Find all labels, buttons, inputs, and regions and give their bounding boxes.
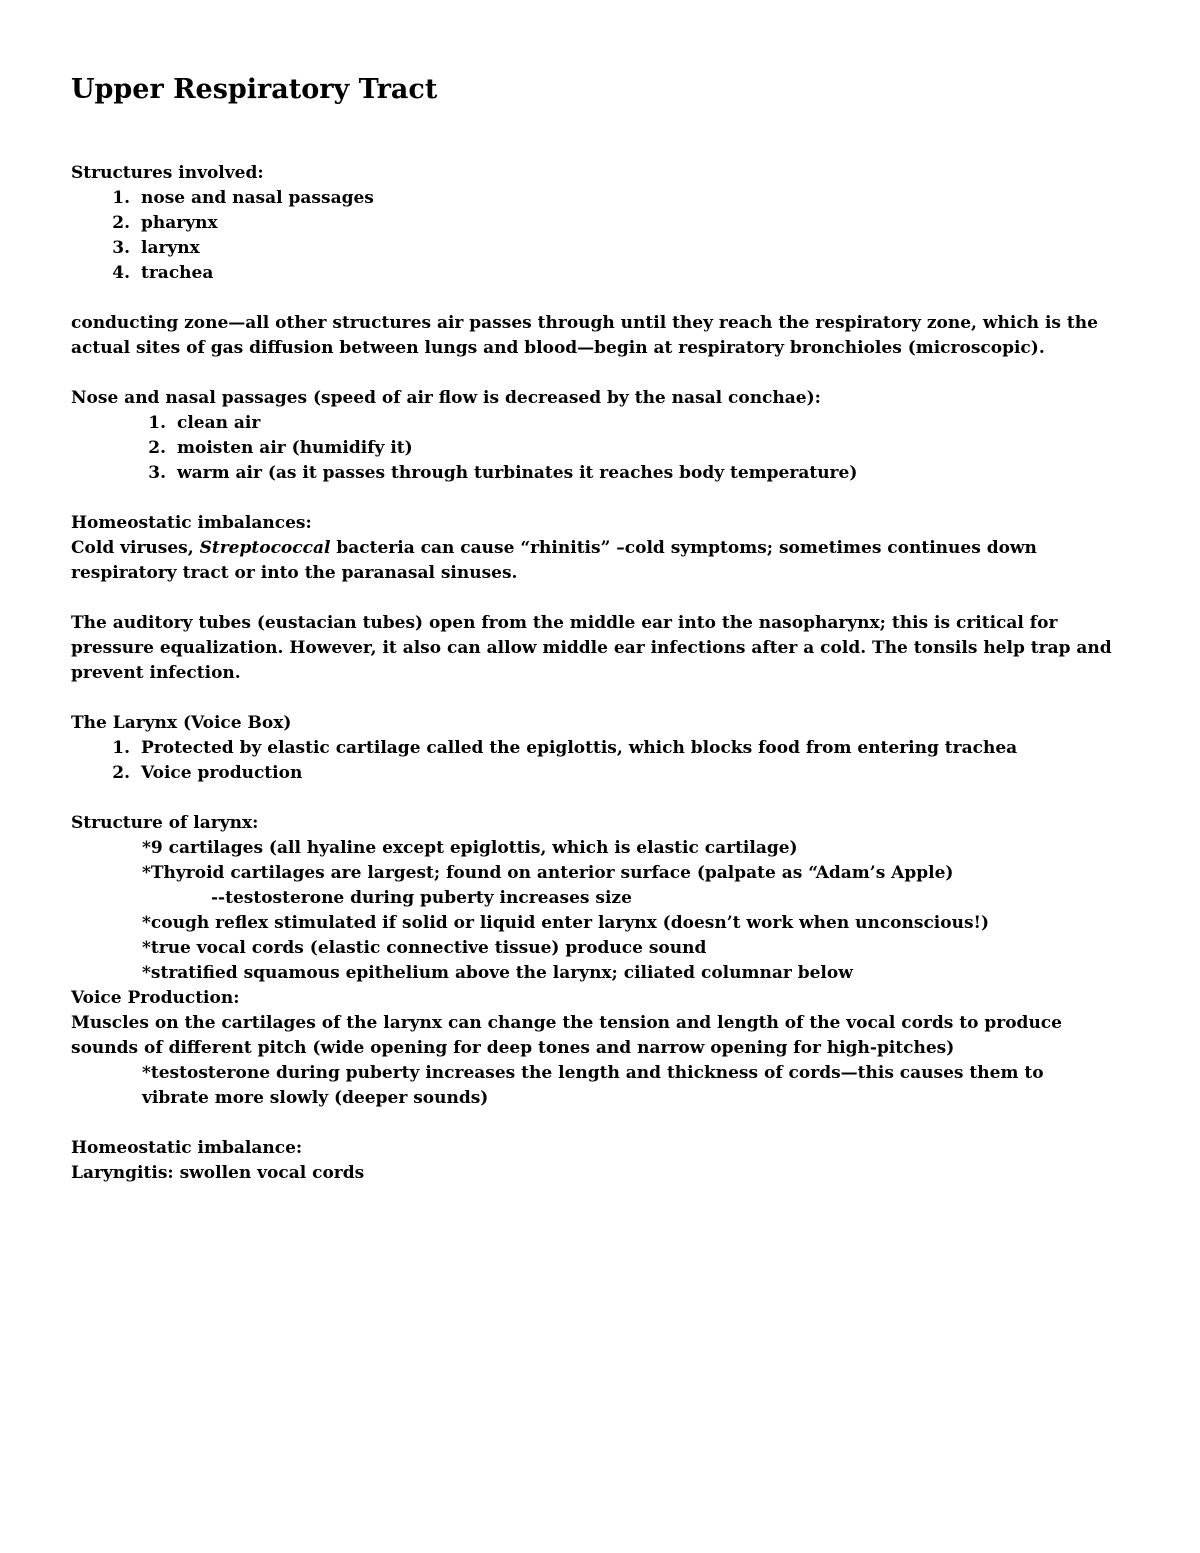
- list-item: 4. trachea: [112, 263, 214, 283]
- bullet-item: *cough reflex stimulated if solid or liquid enter larynx (doesn’t work when unconscious!): [142, 913, 990, 933]
- list-item: 2. Voice production: [112, 763, 303, 783]
- voice-paragraph: Muscles on the cartilages of the larynx can change the tension and length of the vocal cords to produce sounds of different pitch (wide opening for deep tones and narrow opening for high-pitches): [71, 1013, 1062, 1058]
- structures-heading: Structures involved:: [71, 163, 264, 183]
- structures-list: [71, 186, 1131, 286]
- bullet-item: *stratified squamous epithelium above the larynx; ciliated columnar below: [142, 963, 853, 983]
- imbalances-paragraph: Cold viruses, Streptococcal bacteria can cause “rhinitis” –cold symptoms; sometimes continues down respiratory tract or into the paranasal sinuses.: [71, 538, 1037, 583]
- list-item: 2. pharynx: [112, 213, 218, 233]
- list-item: 3. larynx: [112, 238, 200, 258]
- larynx-list: [71, 736, 1131, 786]
- imbalances-heading: Homeostatic imbalances:: [71, 513, 312, 533]
- bullet-item: *true vocal cords (elastic connective tissue) produce sound: [142, 938, 707, 958]
- laryngitis-text: Laryngitis: swollen vocal cords: [71, 1163, 365, 1183]
- list-item: 1. clean air: [148, 413, 261, 433]
- bullet-item: *9 cartilages (all hyaline except epiglottis, which is elastic cartilage): [142, 838, 798, 858]
- italic-term: Streptococcal: [199, 538, 331, 558]
- imbalance-heading: Homeostatic imbalance:: [71, 1138, 303, 1158]
- nose-list: [71, 411, 1131, 486]
- list-item: 1. nose and nasal passages: [112, 188, 374, 208]
- voice-note: *testosterone during puberty increases the length and thickness of cords—this causes them to vibrate more slowly (deeper sounds): [142, 1063, 1044, 1108]
- sub-bullet-item: --testosterone during puberty increases size: [211, 888, 632, 908]
- conducting-zone-paragraph: conducting zone—all other structures air passes through until they reach the respiratory zone, which is the actual sites of gas diffusion between lungs and blood—begin at respiratory bronchioles (microscopic).: [71, 313, 1098, 358]
- auditory-paragraph: The auditory tubes (eustacian tubes) open from the middle ear into the nasopharynx; this is critical for pressure equalization. However, it also can allow middle ear infections after a cold. The tonsils help trap and prevent infection.: [71, 613, 1112, 683]
- structure-larynx-heading: Structure of larynx:: [71, 813, 259, 833]
- document-body: [71, 161, 1131, 1186]
- bullet-item: *Thyroid cartilages are largest; found on anterior surface (palpate as “Adam’s Apple): [142, 863, 954, 883]
- larynx-heading: The Larynx (Voice Box): [71, 713, 292, 733]
- list-item: 3. warm air (as it passes through turbinates it reaches body temperature): [148, 463, 858, 483]
- voice-heading: Voice Production:: [71, 988, 240, 1008]
- list-item: 1. Protected by elastic cartilage called the epiglottis, which blocks food from entering trachea: [112, 738, 1018, 758]
- nose-heading: Nose and nasal passages (speed of air flow is decreased by the nasal conchae):: [71, 388, 821, 408]
- page-title: Upper Respiratory Tract: [71, 74, 438, 105]
- list-item: 2. moisten air (humidify it): [148, 438, 413, 458]
